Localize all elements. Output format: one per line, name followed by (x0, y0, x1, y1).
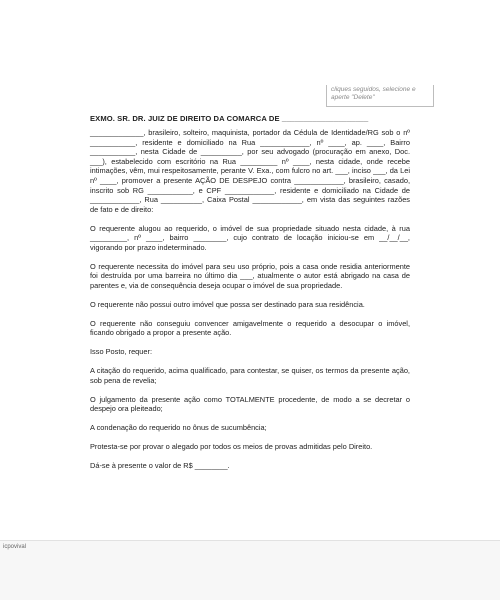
instruction-hint-box (326, 85, 434, 107)
document-body (90, 128, 410, 480)
paragraph-lease: O requerente alugou ao requerido, o imóvel de sua propriedade situado nesta cidade, à rua _________, nº ____, bairro ________, cujo contrato de locação iniciou-se em __/__/__, vigorando por prazo indeterminado. (90, 223, 410, 252)
paragraph-costs: A condenação do requerido no ônus de sucumbência; (90, 423, 267, 433)
paragraph-no-other-property: O requerente não possui outro imóvel que possa ser destinado para sua residência. (90, 299, 365, 309)
paragraph-no-agreement: O requerente não conseguiu convencer amigavelmente o requerido a desocupar o imóvel, ficando obrigado a propor a presente ação. (90, 318, 410, 338)
document-heading: EXMO. SR. DR. JUIZ DE DIREITO DA COMARCA DE ____________________ (90, 114, 369, 123)
paragraph-citation: A citação do requerido, acima qualificado, para contestar, se quiser, os termos da presente ação, sob pena de revelia; (90, 366, 410, 385)
paragraph-requests-intro: Isso Posto, requer: (90, 347, 153, 357)
paragraph-judgment: O julgamento da presente ação como TOTALMENTE procedente, de modo a se decretar o despejo ora pleiteado; (90, 394, 410, 414)
paragraph-value: Dá-se à presente o valor de R$ ________. (90, 460, 230, 470)
instruction-hint-text: cliques seguidos, selecione e aperte "Delete" (331, 86, 416, 101)
paragraph-qualification: _____________, brasileiro, solteiro, maquinista, portador da Cédula de Identidade/RG sob o nº ___________, residente e domiciliado na Rua ____________, nº ____, ap. ____, Bairro ___________, nesta Cidade de __________, por seu advogado (procuração em anexo, Doc. ___), estabelecido com escritório na Rua _________ nº ____, nesta cidade, onde recebe intimações, vêm, mui respeitosamente, perante V. Exa., com fulcro no art. ___, inciso ___, da Lei nº ____, promover a presente AÇÃO DE DESPEJO contra ____________, brasileiro, casado, inscrito sob RG ___________, e CPF ____________, residente e domiciliado na Cidade de ____________, Rua __________, Caixa Postal ____________, em vista das seguintes razões de fato e de direito: (90, 128, 410, 214)
footer-bar (0, 540, 500, 600)
footer-label: icpovival (3, 544, 27, 550)
paragraph-need: O requerente necessita do imóvel para seu uso próprio, pois a casa onde residia anteriormente foi destruída por uma barreira no último dia ___, atualmente o autor está abrigado na casa de parentes e, via de consequência deseja ocupar o imóvel de sua propriedade. (90, 261, 410, 290)
paragraph-evidence: Protesta-se por provar o alegado por todos os meios de provas admitidas pelo Direito. (90, 441, 373, 451)
